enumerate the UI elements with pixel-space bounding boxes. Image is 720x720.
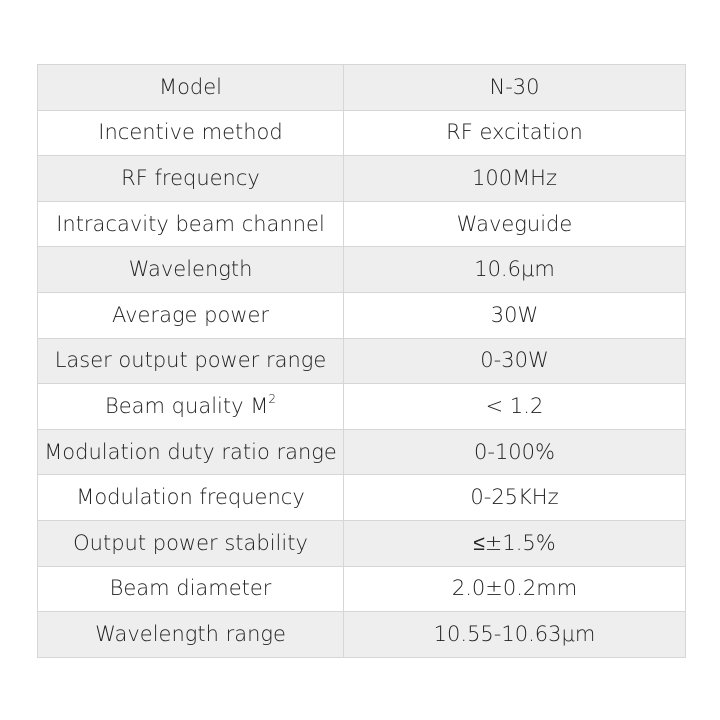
- spec-value: RF excitation: [344, 110, 686, 156]
- spec-value: 100MHz: [344, 156, 686, 202]
- table-row: [38, 65, 686, 111]
- spec-value: 10.6μm: [344, 247, 686, 293]
- spec-value: Waveguide: [344, 201, 686, 247]
- table-row: [38, 612, 686, 658]
- table-row: [38, 475, 686, 521]
- spec-label: Intracavity beam channel: [38, 201, 344, 247]
- spec-label: Beam diameter: [38, 566, 344, 612]
- spec-label-superscript: 2: [268, 392, 276, 407]
- spec-label: RF frequency: [38, 156, 344, 202]
- spec-value: 0-25KHz: [344, 475, 686, 521]
- spec-value: 10.55-10.63μm: [344, 612, 686, 658]
- table-row: [38, 566, 686, 612]
- table-row: [38, 292, 686, 338]
- spec-label: Modulation frequency: [38, 475, 344, 521]
- spec-label: Output power stability: [38, 520, 344, 566]
- table-row: [38, 156, 686, 202]
- spec-label: Wavelength range: [38, 612, 344, 658]
- spec-label: Model: [38, 65, 344, 111]
- spec-label: Average power: [38, 292, 344, 338]
- spec-label: [38, 384, 344, 430]
- spec-value: < 1.2: [344, 384, 686, 430]
- spec-value: 0-100%: [344, 429, 686, 475]
- spec-value: 0-30W: [344, 338, 686, 384]
- spec-value: N-30: [344, 65, 686, 111]
- spec-label-text: Beam quality M: [105, 394, 269, 419]
- spec-value: 2.0±0.2mm: [344, 566, 686, 612]
- spec-table: [37, 64, 686, 658]
- table-row: [38, 110, 686, 156]
- table-row: [38, 338, 686, 384]
- spec-value: 30W: [344, 292, 686, 338]
- spec-value: ≤±1.5%: [344, 520, 686, 566]
- table-row: [38, 247, 686, 293]
- spec-label: Laser output power range: [38, 338, 344, 384]
- table-row: [38, 520, 686, 566]
- spec-label: Modulation duty ratio range: [38, 429, 344, 475]
- table-row: [38, 384, 686, 430]
- spec-label: Wavelength: [38, 247, 344, 293]
- spec-label: Incentive method: [38, 110, 344, 156]
- table-row: [38, 429, 686, 475]
- table-row: [38, 201, 686, 247]
